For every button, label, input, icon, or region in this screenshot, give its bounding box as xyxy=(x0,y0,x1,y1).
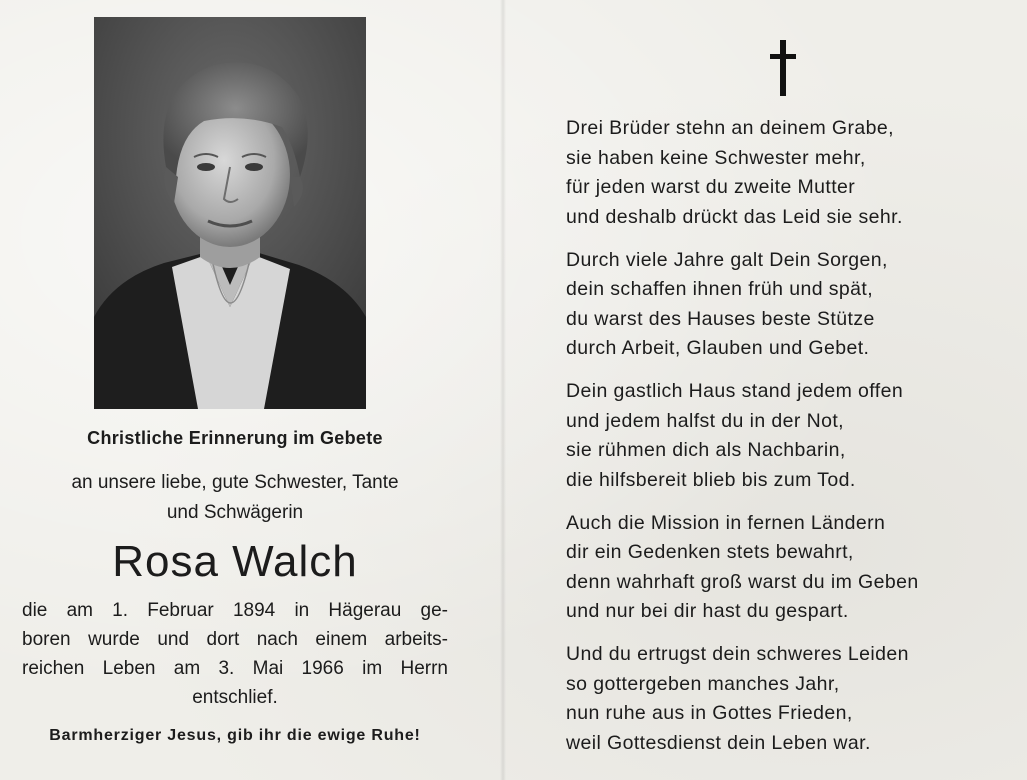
poem-line: Auch die Mission in fernen Ländern xyxy=(566,511,886,534)
dedication-line: und Schwägerin xyxy=(166,502,304,523)
poem-line: durch Arbeit, Glauben und Gebet. xyxy=(566,337,870,359)
biography-line: reichen Leben am 3. Mai 1966 im Herrn xyxy=(22,658,448,679)
card-heading: Christliche Erinnerung im Gebete xyxy=(87,428,383,448)
poem-line: und jedem halfst du in der Not, xyxy=(566,409,844,432)
portrait-photo xyxy=(94,17,366,409)
memorial-poem xyxy=(566,114,998,772)
poem-line: sie rühmen dich als Nachbarin, xyxy=(566,439,846,461)
poem-line: Dein gastlich Haus stand jedem offen xyxy=(566,380,904,402)
dedication-text xyxy=(10,468,460,528)
biography-line: boren wurde und dort nach einem arbeits- xyxy=(22,629,448,650)
poem-line: du warst des Hauses beste Stütze xyxy=(566,307,875,330)
poem-stanza xyxy=(566,640,998,758)
poem-stanza xyxy=(566,509,998,627)
closing-prayer: Barmherziger Jesus, gib ihr die ewige Ruhe! xyxy=(49,727,421,744)
poem-stanza xyxy=(566,114,998,232)
poem-line: und nur bei dir hast du gespart. xyxy=(566,600,849,622)
poem-line: die hilfsbereit blieb bis zum Tod. xyxy=(566,468,856,491)
biography-line: die am 1. Februar 1894 in Hägerau ge- xyxy=(22,600,448,621)
poem-stanza xyxy=(566,246,998,364)
poem-line: weil Gottesdienst dein Leben war. xyxy=(566,731,871,754)
portrait-illustration xyxy=(94,17,366,409)
poem-line: so gottergeben manches Jahr, xyxy=(566,672,840,695)
poem-line: Durch viele Jahre galt Dein Sorgen, xyxy=(566,248,888,271)
card-fold xyxy=(500,0,506,780)
biography-text xyxy=(10,596,460,712)
poem-line: Und du ertrugst dein schweres Leiden xyxy=(566,643,909,665)
cross-icon xyxy=(770,40,796,96)
biography-line: entschlief. xyxy=(192,687,278,708)
poem-line: denn wahrhaft groß warst du im Geben xyxy=(566,570,919,593)
poem-line: und deshalb drückt das Leid sie sehr. xyxy=(566,205,903,228)
poem-line: Drei Brüder stehn an deinem Grabe, xyxy=(566,117,894,139)
dedication-line: an unsere liebe, gute Schwester, Tante xyxy=(71,472,399,493)
poem-line: für jeden warst du zweite Mutter xyxy=(566,176,856,198)
poem-line: nun ruhe aus in Gottes Frieden, xyxy=(566,702,853,724)
poem-stanza xyxy=(566,377,998,495)
poem-line: dein schaffen ihnen früh und spät, xyxy=(566,278,874,300)
poem-line: sie haben keine Schwester mehr, xyxy=(566,146,866,169)
deceased-name: Rosa Walch xyxy=(112,537,358,586)
poem-line: dir ein Gedenken stets bewahrt, xyxy=(566,541,854,563)
